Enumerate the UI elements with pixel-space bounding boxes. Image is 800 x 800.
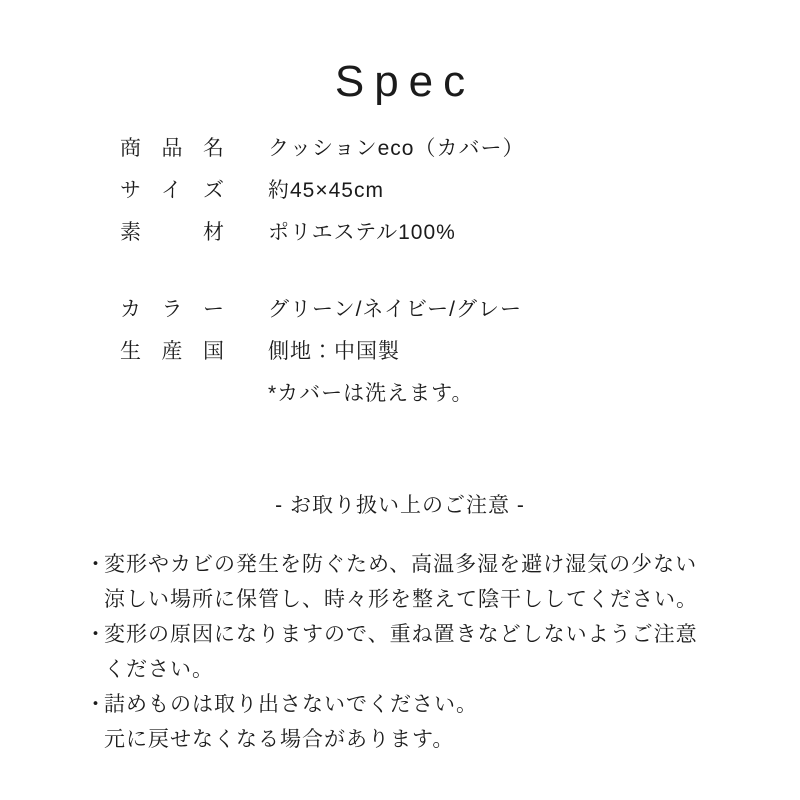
spec-label: 生産国 xyxy=(120,340,224,363)
care-line: ください。 xyxy=(104,658,214,681)
spec-row-washable-note xyxy=(120,371,800,413)
spec-label: 素材 xyxy=(120,221,224,244)
care-line: 詰めものは取り出さないでください。 xyxy=(104,693,478,716)
spec-row-country xyxy=(120,329,800,371)
care-item-stacking xyxy=(85,617,760,687)
care-list xyxy=(85,547,760,757)
care-item-stuffing xyxy=(85,687,760,757)
spec-label: サイズ xyxy=(120,179,224,202)
bullet-icon: ・ xyxy=(85,693,107,716)
page-title: Spec xyxy=(334,57,476,106)
spec-value: クッションeco（カバー） xyxy=(268,137,525,160)
spec-row-size xyxy=(120,168,800,210)
care-line: 元に戻せなくなる場合があります。 xyxy=(104,728,455,751)
spec-row-product-name xyxy=(120,126,800,168)
spec-value: *カバーは洗えます。 xyxy=(268,382,474,405)
spec-label: カラー xyxy=(120,298,224,321)
bullet-icon: ・ xyxy=(85,623,107,646)
care-line: 涼しい場所に保管し、時々形を整えて陰干ししてください。 xyxy=(104,588,698,611)
spec-label: 商品名 xyxy=(120,137,224,160)
spec-row-color xyxy=(120,287,800,329)
spec-value: ポリエステル100% xyxy=(268,221,456,244)
spec-row-material xyxy=(120,210,800,252)
care-line: 変形の原因になりますので、重ね置きなどしないようご注意 xyxy=(104,623,698,646)
care-heading: - お取り扱い上のご注意 - xyxy=(275,494,525,517)
spec-value: 側地：中国製 xyxy=(268,340,400,363)
care-item-storage xyxy=(85,547,760,617)
spec-table xyxy=(120,126,800,413)
care-line: 変形やカビの発生を防ぐため、高温多湿を避け湿気の少ない xyxy=(104,553,698,576)
bullet-icon: ・ xyxy=(85,553,107,576)
spec-value: 約45×45cm xyxy=(268,179,384,202)
spec-value: グリーン/ネイビー/グレー xyxy=(268,298,522,321)
care-section xyxy=(0,491,800,757)
